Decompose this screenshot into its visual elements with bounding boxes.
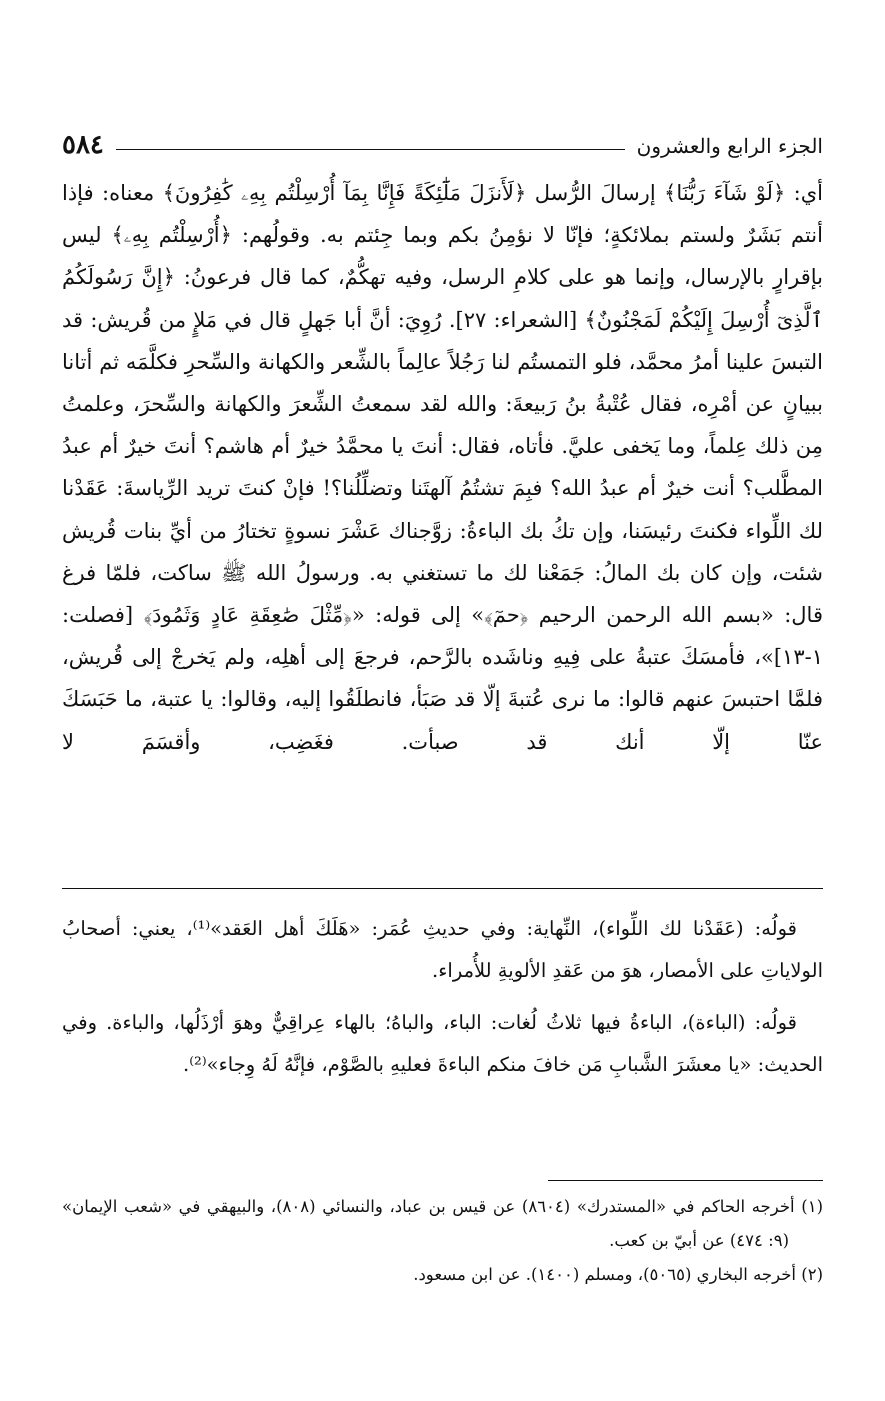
running-title: الجزء الرابع والعشرون: [636, 134, 823, 158]
footnote-2: (٢) أخرجه البخاري (٥٠٦٥)، ومسلم (١٤٠٠). عن ابن مسعود.: [413, 1265, 823, 1284]
footnotes: [62, 1190, 823, 1292]
page-header: [62, 118, 823, 158]
commentary-note: قولُه: (الباءة)، الباءةُ فيها ثلاثُ لُغات: الباء، والباهُ؛ بالهاء عِراقِيٌّ وهوَ أرْذَلُها، والباءة. وفي الحديث: «يا معشَرَ الشَّبابِ مَن خافَ منكم الباءةَ فعليهِ بالصَّوْم، فإنَّهُ لَهُ وِجاء»⁽²⁾.: [62, 1011, 823, 1076]
commentary-notes: [62, 908, 823, 1096]
main-text: [62, 172, 823, 763]
main-paragraph: أي: ﴿لَوْ شَآءَ رَبُّنَا﴾ إرسالَ الرُّسل ﴿لَأَنزَلَ مَلَٰٓئِكَةً فَإِنَّا بِمَآ أُرْسِلْتُم بِهِۦ كَٰفِرُونَ﴾ معناه: فإذا أنتم بَشَرٌ ولستم بملائكةٍ؛ فإنّا لا نؤمِنُ بكم وبما جِئتم به. وقولُهم: ﴿أُرْسِلْتُم بِهِۦ﴾ ليس بإقرارٍ بالإرسال، وإنما هو على كلامِ الرسل، وفيه تهكُّمٌ، كما قال فرعونُ: ﴿إِنَّ رَسُولَكُمُ ٱلَّذِىٓ أُرْسِلَ إِلَيْكُمْ لَمَجْنُونٌ﴾ [الشعراء: ٢٧]. رُوِيَ: أنَّ أبا جَهلٍ قال في مَلإٍ من قُريش: قد التبسَ علينا أمرُ محمَّد، فلو التمستُم لنا رَجُلاً عالِماً بالشِّعر والكهانة والسِّحرِ فكلَّمَه ثم أتانا ببيانٍ عن أمْرِه، فقال عُتْبةُ بنُ رَبيعةَ: والله لقد سمعتُ الشِّعرَ والكهانة والسِّحرَ، وعلمتُ مِن ذلك عِلماً، وما يَخفى عليَّ. فأتاه، فقال: أنتَ يا محمَّدُ خيرٌ أم هاشم؟ أنتَ خيرٌ أم عبدُ المطَّلب؟ أنت خيرٌ أم عبدُ الله؟ فبِمَ تشتُمُ آلهتَنا وتضلِّلُنا؟! فإنْ كنتَ تريد الرِّياسةَ: عَقَدْنا لك اللِّواء فكنتَ رئيسَنا، وإن تكُ بك الباءةُ: زوَّجناك عَشْرَ نسوةٍ تختارُ من أيِّ بنات قُريش شئت، وإن كان بك المالُ: جَمَعْنا لك ما تستغني به. ورسولُ الله ﷺ ساكت، فلمّا فرغ قال: «بسم الله الرحمن الرحيم ﴿حمٓ﴾» إلى قوله: «﴿مِّثْلَ صَٰعِقَةِ عَادٍ وَثَمُودَ﴾ [فصلت: ١-١٣]»، فأمسَكَ عتبةُ على فِيهِ وناشَده بالرَّحم، فرجعَ إلى أهلِه، ولم يَخرجْ إلى قُريش، فلمَّا احتبسَ عنهم قالوا: ما نرى عُتبةَ إلّا قد صَبَأ، فانطلَقُوا إليه، وقالوا: يا عتبة، ما حَبَسَكَ عنّا إلّا أنك قد صبأت. فغَضِب، وأقسَمَ لا: [62, 181, 823, 754]
text-notes-divider: [62, 888, 823, 889]
footnote-1: (١) أخرجه الحاكم في «المستدرك» (٨٦٠٤) عن قيس بن عباد، والنسائي (٨٠٨)، والبيهقي في «شعب الإيمان» (٩: ٤٧٤) عن أبيّ بن كعب.: [62, 1197, 823, 1250]
book-page: [62, 0, 823, 1401]
footnote-rule: [548, 1180, 823, 1181]
page-number: ٥٨٤: [62, 130, 104, 160]
commentary-note: قولُه: (عَقَدْنا لك اللِّواء)، النِّهاية: وفي حديثِ عُمَر: «هَلَكَ أهل العَقد»⁽¹⁾، يعني: أصحابُ الولاياتِ على الأمصار، هوَ من عَقدِ الألويةِ للأُمراء.: [62, 917, 823, 982]
header-rule: [116, 149, 625, 150]
